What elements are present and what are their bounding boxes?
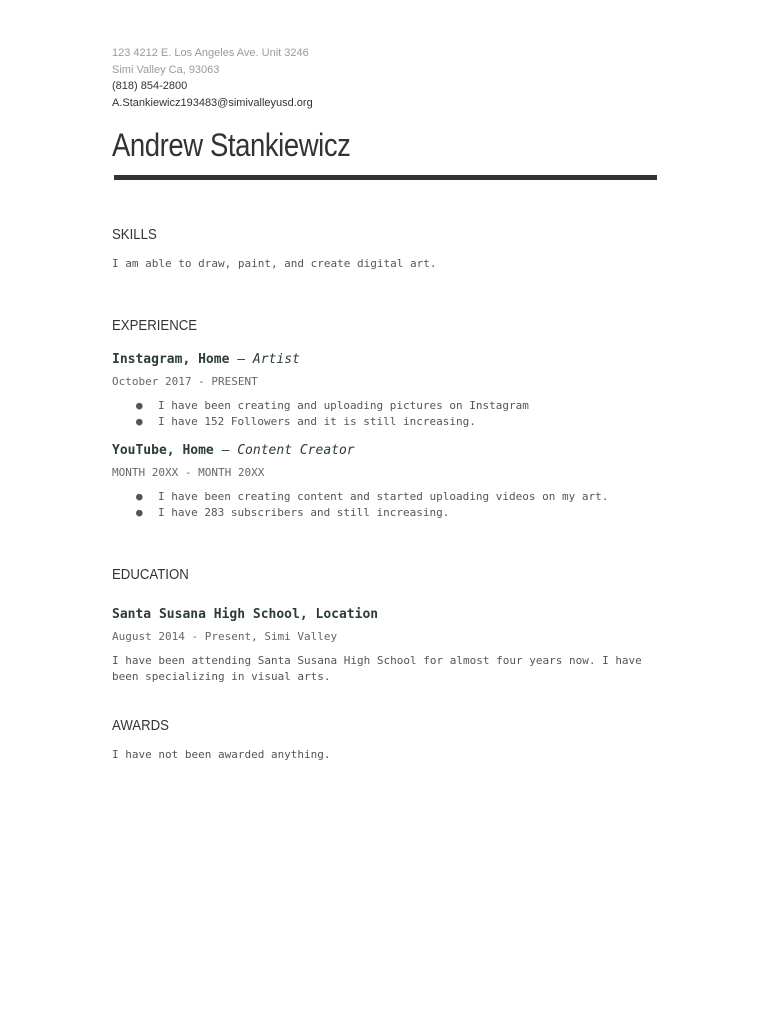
education-text: I have been attending Santa Susana High School for almost four years now. I have been specializing in visual arts. (112, 654, 642, 683)
address-line-2: Simi Valley Ca, 93063 (112, 63, 220, 76)
job-title (112, 442, 657, 459)
education-dates: August 2014 - Present, Simi Valley (112, 630, 338, 643)
bullet-icon: ● (136, 506, 143, 519)
bullet-text: I have been creating and uploading pictures on Instagram (158, 399, 529, 412)
job-dates: MONTH 20XX - MONTH 20XX (112, 466, 265, 479)
title-divider (114, 175, 657, 180)
skills-text: I am able to draw, paint, and create digital art. (112, 257, 437, 270)
job-bullets (112, 489, 657, 521)
job-role: Artist (252, 352, 300, 367)
job-role: Content Creator (237, 443, 355, 458)
bullet-icon: ● (136, 415, 143, 428)
list-item (112, 505, 657, 521)
bullet-icon: ● (136, 490, 143, 503)
address-line-1: 123 4212 E. Los Angeles Ave. Unit 3246 (112, 47, 309, 59)
bullet-text: I have 152 Followers and it is still increasing. (158, 415, 476, 428)
job-title (112, 351, 657, 368)
job-entry (112, 351, 657, 430)
list-item (112, 398, 657, 414)
bullet-text: I have 283 subscribers and still increasing. (158, 506, 450, 519)
awards-heading: AWARDS (112, 717, 169, 734)
education-heading: EDUCATION (112, 566, 189, 583)
resume-page (112, 45, 657, 763)
awards-text: I have not been awarded anything. (112, 748, 331, 761)
contact-block (112, 45, 657, 111)
job-place: Instagram, Home (112, 352, 230, 367)
job-entry (112, 442, 657, 521)
experience-heading: EXPERIENCE (112, 317, 198, 334)
applicant-name: Andrew Stankiewicz (112, 127, 351, 163)
skills-heading: SKILLS (112, 226, 157, 243)
job-dash: — (213, 443, 238, 458)
school-name: Santa Susana High School, Location (112, 607, 379, 622)
job-place: YouTube, Home (112, 443, 214, 458)
bullet-icon: ● (136, 399, 143, 412)
list-item (112, 414, 657, 430)
email-address: A.Stankiewicz193483@simivalleyusd.org (112, 96, 313, 109)
job-bullets (112, 398, 657, 430)
bullet-text: I have been creating content and started uploading videos on my art. (158, 490, 609, 503)
list-item (112, 489, 657, 505)
job-dates: October 2017 - PRESENT (112, 375, 258, 388)
job-dash: — (229, 352, 253, 367)
phone-number: (818) 854-2800 (112, 80, 188, 92)
